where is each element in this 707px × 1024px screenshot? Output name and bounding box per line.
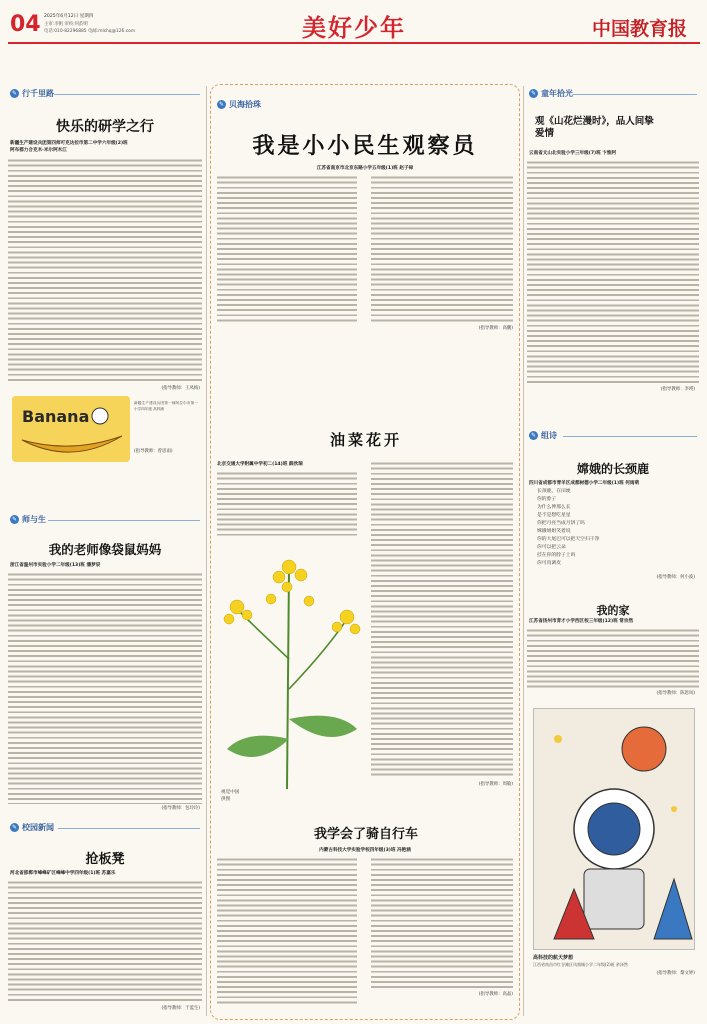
article-title: 抢板凳 — [85, 852, 125, 867]
right-column — [527, 88, 699, 1016]
rapeseed-flower-illustration — [217, 539, 367, 789]
pencil-icon: ✎ — [218, 101, 225, 108]
poem-line: 为什么伸那么长 — [537, 505, 571, 510]
article-body — [8, 572, 202, 804]
article-title: 快乐的研学之行 — [56, 119, 154, 135]
article-title: 观《山花烂漫时》，品人间挚爱情 — [535, 116, 654, 139]
poem-line: 挂在你的脖子上吗 — [537, 553, 576, 558]
article-author: 江苏省南京市北京东路小学五年级(1)班 赵子禄 — [316, 166, 414, 171]
left-column — [8, 88, 202, 1016]
article-author: 云南省文山北实验小学三年级(7)班 卞惟阿 — [529, 151, 617, 156]
article-author: 内蒙古科技大学实验学校四年级(3)班 冯艳涵 — [319, 848, 411, 853]
article-title: 我的老师像袋鼠妈妈 — [48, 542, 162, 557]
poem-line: 你可真调皮 — [537, 561, 561, 566]
article-title: 我是小小民生观察员 — [252, 134, 478, 159]
art-credit-2: 供图 — [221, 797, 231, 802]
poem-lines — [537, 488, 687, 568]
poem-line: 你的脖子 — [537, 497, 557, 502]
header-date: 2025年6月12日 星期四 — [44, 14, 94, 19]
pencil-icon: ✎ — [11, 824, 18, 831]
pencil-icon: ✎ — [530, 432, 537, 439]
article-body-left — [217, 175, 357, 323]
student-artwork-banana — [12, 396, 130, 462]
article-author: 河北省邯郸市峰峰矿区峰峰中学四年级(1)班 苏嘉乐 — [10, 871, 116, 876]
article-body — [8, 158, 202, 384]
artwork-teacher: (指导教师：曾思雨) — [134, 449, 173, 454]
teacher-credit: (指导教师：陈恩凤) — [656, 691, 695, 696]
article-title: 我学会了骑自行车 — [313, 827, 418, 842]
page-number: 04 — [10, 12, 41, 37]
teacher-credit: (指导教师：包玲玲) — [161, 806, 200, 811]
section-title: 美好少年 — [302, 14, 406, 42]
poem-line: 你把月亮当成月饼了吗 — [537, 521, 585, 526]
center-column — [210, 84, 520, 1020]
section-tag-campus-news: ✎ 校园新闻 — [11, 823, 54, 832]
teacher-credit: (指导教师：高鹏) — [478, 326, 513, 331]
divider — [573, 94, 697, 95]
artwork-title: 高科技的航天梦想 — [533, 955, 574, 961]
article-body-right — [371, 857, 513, 989]
poem-author: 江苏省扬州市育才小学西区校三年级(12)班 常宗然 — [529, 619, 634, 624]
student-artwork-space — [533, 708, 695, 950]
artwork-author: 江西省南昌市红谷滩区凤凰城小学二年级(2)班 余泽然 — [533, 962, 628, 967]
teacher-credit: (指导教师：王凤梅) — [161, 386, 200, 391]
article-body — [527, 160, 699, 384]
article-body-right — [371, 461, 513, 779]
teacher-credit: (指导教师：于蓝生) — [161, 1006, 200, 1011]
article-title: 油菜花开 — [329, 431, 402, 449]
divider — [563, 436, 697, 437]
header-rule — [8, 42, 700, 44]
section-tag-teacher: ✎ 师与生 — [11, 515, 46, 524]
poem-title: 嫦娥的长颈鹿 — [576, 462, 649, 476]
section-tag-poems: ✎ 组诗 — [530, 431, 557, 440]
column-separator — [206, 86, 207, 1016]
section-tag-childhood: ✎ 童年拾光 — [530, 89, 573, 98]
article-author: 北京交通大学附属中学初二(14)班 薛欣瑞 — [217, 462, 303, 467]
article-body-left — [217, 471, 357, 537]
divider — [58, 828, 200, 829]
art-credit: 视觉中国 — [221, 790, 240, 795]
poem-line: 嫦娥姐姐笑着说 — [537, 529, 571, 534]
header-contact: 电话:010-82296885 电邮:mlshq@126.com — [44, 29, 136, 34]
divider — [48, 520, 200, 521]
teacher-credit: (指导教师：周敏) — [478, 782, 513, 787]
divider — [54, 94, 200, 95]
newspaper-logo: 中国教育报 — [592, 18, 688, 40]
article-author: 新疆生产建设兵团第四师可克达拉市第二中学六年级(2)班 — [10, 141, 128, 146]
section-tag-travel: ✎ 行千里路 — [11, 89, 54, 98]
poem-line: 是不是想吃星星 — [537, 513, 571, 518]
article-body-left — [217, 857, 357, 1005]
poem-line: 长颈鹿，在田埂 — [537, 489, 571, 494]
article-author: 浙江省温州市实验小学二年级(13)班 潘梦辰 — [10, 563, 101, 568]
poem-line: 你可以把云朵 — [537, 545, 566, 550]
article-author-name: 阿布都力合克木·米尔阿木江 — [10, 148, 67, 153]
section-tag-pearls: ✎ 贝海拾珠 — [218, 100, 261, 109]
pencil-icon: ✎ — [11, 90, 18, 97]
teacher-credit: (指导教师：黎文婷) — [656, 971, 695, 976]
teacher-credit: (指导教师：何小波) — [656, 575, 695, 580]
artwork-caption: 新疆生产建设兵团第一师阿拉尔市第一小学四年级 高梓涵 — [134, 401, 198, 411]
poem-body — [527, 628, 699, 688]
teacher-credit: (指导教师：李瑛) — [660, 387, 695, 392]
teacher-credit: (指导教师：高晶) — [478, 992, 513, 997]
article-body-right — [371, 175, 513, 323]
poem-title: 我的家 — [596, 604, 630, 617]
poem-author: 四川省成都市青羊区成都树德小学二年级(1)班 何雨萌 — [529, 481, 640, 486]
column-separator — [523, 86, 524, 1016]
article-body — [8, 880, 202, 1004]
header-staff: 主审:李帆 审校:何韵明 — [44, 22, 88, 27]
svg-text:Banana: Banana — [22, 407, 90, 426]
pencil-icon: ✎ — [530, 90, 537, 97]
poem-line: 你的大尾巴可以把天空扫干净 — [537, 537, 600, 542]
pencil-icon: ✎ — [11, 516, 18, 523]
